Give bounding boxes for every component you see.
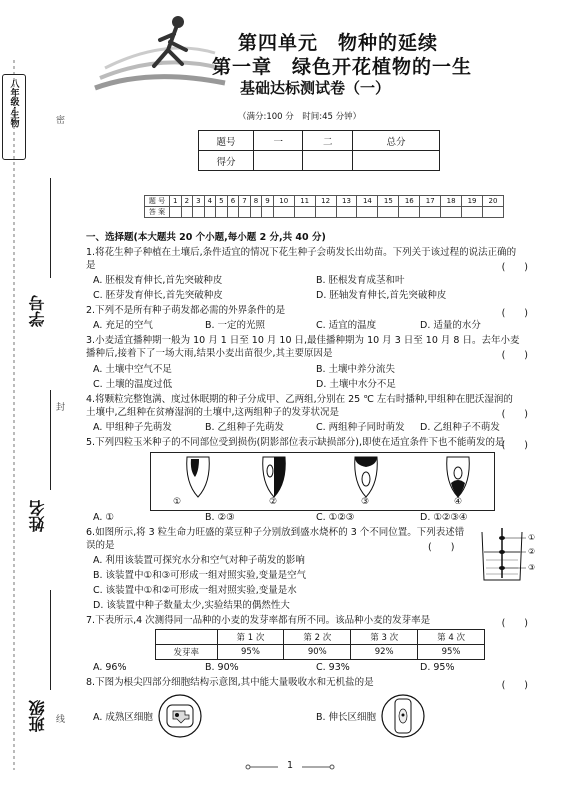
q1-stem: 1.将花生种子种植在土壤后,条件适宜的情况下花生种子会萌发长出幼苗。下列关于该过程的说法正确的是 [86, 247, 517, 271]
grade-tag-box [2, 74, 26, 160]
chapter-title: 第一章 绿色开花植物的一生 [212, 56, 473, 78]
answer-grid-number: 8 [250, 196, 262, 207]
q7-table-cell: 92% [351, 645, 418, 660]
answer-grid-number: 9 [262, 196, 274, 207]
grade-tag: 八年级·生物 [8, 79, 19, 128]
q1-answer-paren[interactable]: ( ) [501, 262, 528, 273]
q7-table-cell: 90% [284, 645, 351, 660]
name-label: 姓名 [28, 500, 47, 532]
answer-grid-number: 4 [204, 196, 216, 207]
q7-table-corner [156, 630, 218, 645]
student-number-line[interactable] [50, 178, 51, 278]
q2-option-d[interactable]: D. 适量的水分 [420, 320, 481, 331]
q5-seed-label-2: ② [269, 497, 278, 507]
q6-stem: 6.如图所示,将 3 粒生命力旺盛的菜豆种子分别放到盛水烧杯的 3 个不同位置。下列表述错误的是 [86, 527, 465, 551]
q4-option-b[interactable]: B. 乙组种子先萌发 [205, 422, 285, 433]
score-header-total: 总分 [352, 131, 439, 151]
q6-option-c[interactable]: C. 该装置中①和②可形成一组对照实验,变量是水 [93, 585, 297, 596]
q2-option-c[interactable]: C. 适宜的温度 [316, 320, 377, 331]
answer-grid-number: 15 [378, 196, 399, 207]
q4-stem: 4.将颗粒完整饱满、度过休眠期的种子分成甲、乙两组,分别在 25 ℃ 左右时播种,甲组种在肥沃湿润的土壤中,乙组种在贫瘠湿润的土壤中,这两组种子的发芽状况是 [86, 394, 513, 418]
answer-grid-cell[interactable] [170, 207, 182, 218]
answer-grid-cell[interactable] [262, 207, 274, 218]
student-number-label: 学号 [28, 295, 47, 327]
q2-answer-paren[interactable]: ( ) [501, 308, 528, 319]
answer-grid-cell[interactable] [181, 207, 193, 218]
answer-grid-cell[interactable] [193, 207, 205, 218]
q8-answer-paren[interactable]: ( ) [501, 680, 528, 691]
q5-figure [150, 452, 495, 511]
q5-seed-label-4: ④ [454, 497, 463, 507]
q5-option-c[interactable]: C. ①②③ [316, 512, 355, 523]
q7-answer-paren[interactable]: ( ) [501, 618, 528, 629]
q7-stem: 7.下表所示,4 次测得同一品种的小麦的发芽率都有所不同。该品种小麦的发芽率是 [86, 615, 431, 626]
mature-zone-cell-icon [155, 693, 205, 739]
q7-table-header: 第 3 次 [351, 630, 418, 645]
q6-label-2: ② [528, 547, 536, 556]
q7-table-cell: 95% [418, 645, 485, 660]
q4-option-a[interactable]: A. 甲组种子先萌发 [93, 422, 172, 433]
q7-table-header: 第 1 次 [217, 630, 284, 645]
answer-grid-number: 5 [216, 196, 228, 207]
answer-grid-cell[interactable] [273, 207, 294, 218]
score-cell[interactable] [254, 151, 303, 171]
exam-meta: （满分:100 分 时间:45 分钟） [238, 112, 362, 122]
answer-grid-number: 1 [170, 196, 182, 207]
answer-grid-number: 17 [420, 196, 441, 207]
q3-option-d[interactable]: D. 土壤中水分不足 [316, 379, 396, 390]
answer-grid-cell[interactable] [483, 207, 504, 218]
answer-grid-cell[interactable] [357, 207, 378, 218]
unit-title: 第四单元 物种的延续 [238, 32, 439, 54]
corn-seeds-icon [151, 453, 494, 510]
answer-grid-answer-label: 答 案 [145, 207, 170, 218]
answer-grid-number: 6 [227, 196, 239, 207]
answer-grid-cell[interactable] [315, 207, 336, 218]
q1-option-a[interactable]: A. 胚根发育伸长,首先突破种皮 [93, 275, 223, 286]
q5-stem: 5.下列四粒玉米种子的不同部位受到损伤(阴影部位表示缺损部分),即使在适宜条件下也不能萌发的是 [86, 437, 505, 448]
elongation-zone-cell-icon [378, 693, 428, 739]
q8-option-b[interactable]: B. 伸长区细胞 [316, 712, 377, 723]
score-cell[interactable] [352, 151, 439, 171]
q2-stem: 2.下列不是所有种子萌发都必需的外界条件的是 [86, 305, 286, 316]
answer-grid-number: 14 [357, 196, 378, 207]
answer-grid-number-label: 题 号 [145, 196, 170, 207]
q6-option-d[interactable]: D. 该装置中种子数量太少,实验结果的偶然性大 [93, 600, 290, 611]
score-header-part2: 二 [303, 131, 352, 151]
name-line[interactable] [50, 390, 51, 490]
q4-option-d[interactable]: D. 乙组种子不萌发 [420, 422, 500, 433]
score-cell[interactable] [303, 151, 352, 171]
q6-label-3: ③ [528, 563, 536, 572]
q3-stem: 3.小麦适宜播种期一般为 10 月 1 日至 10 月 10 日,最佳播种期为 10 月 3 日至 10 月 8 日。去年小麦播种后,接着下了一场大雨,结果小麦出苗很少,其主要原因是 [86, 335, 520, 359]
seal-char-xian: 线 [56, 715, 66, 725]
q7-table-cell: 95% [217, 645, 284, 660]
test-title: 基础达标测试卷（一） [240, 79, 391, 97]
q5-answer-paren[interactable]: ( ) [501, 440, 528, 451]
runner-logo-icon [90, 8, 230, 98]
q1-option-d[interactable]: D. 胚轴发育伸长,首先突破种皮 [316, 290, 447, 301]
answer-grid-cell[interactable] [441, 207, 462, 218]
q5-seed-label-3: ③ [361, 497, 370, 507]
answer-grid-cell[interactable] [294, 207, 315, 218]
q5-option-a[interactable]: A. ① [93, 512, 114, 523]
answer-grid-number: 13 [336, 196, 357, 207]
answer-grid-cell[interactable] [239, 207, 251, 218]
q7-option-a[interactable]: A. 96% [93, 662, 127, 673]
q7-table-row-label: 发芽率 [156, 645, 218, 660]
answer-grid-cell[interactable] [250, 207, 262, 218]
answer-grid-cell[interactable] [462, 207, 483, 218]
class-line[interactable] [50, 590, 51, 690]
q3-option-c[interactable]: C. 土壤的温度过低 [93, 379, 173, 390]
q8-option-a[interactable]: A. 成熟区细胞 [93, 712, 153, 723]
q2-option-b[interactable]: B. 一定的光照 [205, 320, 266, 331]
answer-grid-number: 12 [315, 196, 336, 207]
answer-grid-number: 7 [239, 196, 251, 207]
q5-option-d[interactable]: D. ①②③④ [420, 512, 468, 523]
q3-option-b[interactable]: B. 土壤中养分流失 [316, 364, 396, 375]
q3-answer-paren[interactable]: ( ) [501, 350, 528, 361]
answer-grid-number: 2 [181, 196, 193, 207]
q7-option-d[interactable]: D. 95% [420, 662, 455, 673]
q5-option-b[interactable]: B. ②③ [205, 512, 235, 523]
q7-option-b[interactable]: B. 90% [205, 662, 239, 673]
answer-grid-cell[interactable] [227, 207, 239, 218]
q7-table-header: 第 4 次 [418, 630, 485, 645]
page-number: 1 [286, 760, 294, 771]
answer-grid-number: 11 [294, 196, 315, 207]
q7-rate-table [155, 629, 485, 660]
q3-option-a[interactable]: A. 土壤中空气不足 [93, 364, 172, 375]
answer-grid-cell[interactable] [216, 207, 228, 218]
q6-label-1: ① [528, 533, 536, 542]
seal-char-feng: 封 [56, 403, 66, 413]
q4-answer-paren[interactable]: ( ) [501, 409, 528, 420]
score-header-part1: 一 [254, 131, 303, 151]
answer-grid-number: 3 [193, 196, 205, 207]
q1-option-b[interactable]: B. 胚根发育成茎和叶 [316, 275, 405, 286]
answer-grid-number: 16 [399, 196, 420, 207]
answer-grid-number: 19 [462, 196, 483, 207]
seal-char-mi: 密 [56, 116, 66, 126]
score-row-label: 得分 [199, 151, 254, 171]
q1-option-c[interactable]: C. 胚芽发育伸长,首先突破种皮 [93, 290, 223, 301]
answer-grid-number: 18 [441, 196, 462, 207]
q6-option-a[interactable]: A. 利用该装置可探究水分和空气对种子萌发的影响 [93, 555, 305, 566]
answer-grid-cell[interactable] [399, 207, 420, 218]
q6-answer-paren[interactable]: ( ) [428, 542, 455, 553]
q8-stem: 8.下图为根尖四部分细胞结构示意图,其中能大量吸收水和无机盐的是 [86, 677, 374, 688]
class-label: 班级 [28, 700, 47, 732]
score-header-number: 题号 [199, 131, 254, 151]
q2-option-a[interactable]: A. 充足的空气 [93, 320, 153, 331]
q5-seed-label-1: ① [173, 497, 182, 507]
answer-grid-cell[interactable] [204, 207, 216, 218]
answer-grid-number: 10 [273, 196, 294, 207]
score-table [198, 130, 440, 171]
section-heading: 一、选择题(本大题共 20 个小题,每小题 2 分,共 40 分) [86, 232, 326, 243]
answer-grid [144, 195, 504, 218]
answer-grid-cell[interactable] [420, 207, 441, 218]
q7-table-header: 第 2 次 [284, 630, 351, 645]
answer-grid-cell[interactable] [378, 207, 399, 218]
q4-option-c[interactable]: C. 两组种子同时萌发 [316, 422, 405, 433]
answer-grid-cell[interactable] [336, 207, 357, 218]
answer-grid-number: 20 [483, 196, 504, 207]
q6-option-b[interactable]: B. 该装置中①和③可形成一组对照实验,变量是空气 [93, 570, 307, 581]
q7-option-c[interactable]: C. 93% [316, 662, 350, 673]
